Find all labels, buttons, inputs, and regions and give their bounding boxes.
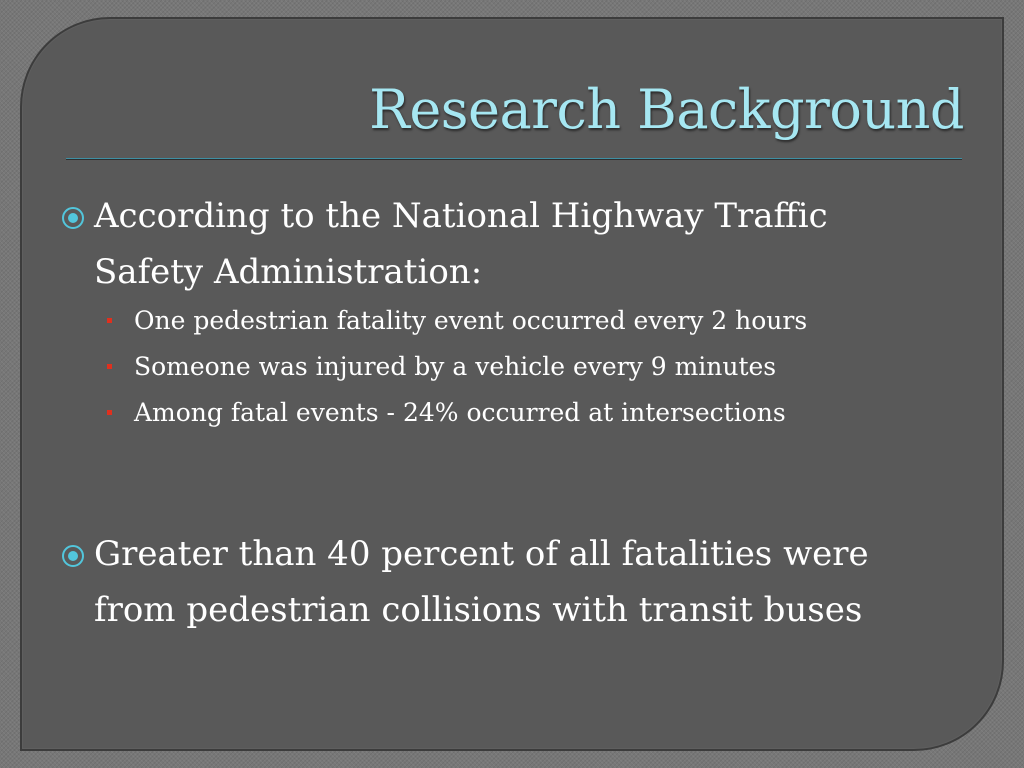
- sub-bullet-item: [104, 298, 984, 344]
- sub-bullet-text: Among fatal events - 24% occurred at intersections: [134, 398, 786, 427]
- bullet-item-2: [60, 526, 990, 638]
- sub-bullet-marker: [107, 318, 112, 323]
- sub-bullet-item: [104, 390, 984, 436]
- bullet-text-line2: from pedestrian collisions with transit buses: [94, 590, 863, 630]
- sub-bullet-item: [104, 344, 984, 390]
- circled-dot-icon: [60, 205, 86, 231]
- title-divider: [66, 158, 962, 160]
- sub-bullet-marker: [107, 410, 112, 415]
- sub-bullet-marker: [107, 364, 112, 369]
- sub-bullet-list: [104, 298, 984, 436]
- sub-bullet-text: One pedestrian fatality event occurred every 2 hours: [134, 306, 808, 335]
- circled-dot-icon: [60, 543, 86, 569]
- bullet-text-line2: Safety Administration:: [94, 252, 483, 292]
- bullet-item-1: [60, 188, 990, 300]
- bullet-text-line1: According to the National Highway Traffic: [94, 196, 828, 236]
- slide-title: Research Background: [369, 78, 964, 141]
- bullet-text-line1: Greater than 40 percent of all fatalities were: [94, 534, 869, 574]
- sub-bullet-text: Someone was injured by a vehicle every 9 minutes: [134, 352, 777, 381]
